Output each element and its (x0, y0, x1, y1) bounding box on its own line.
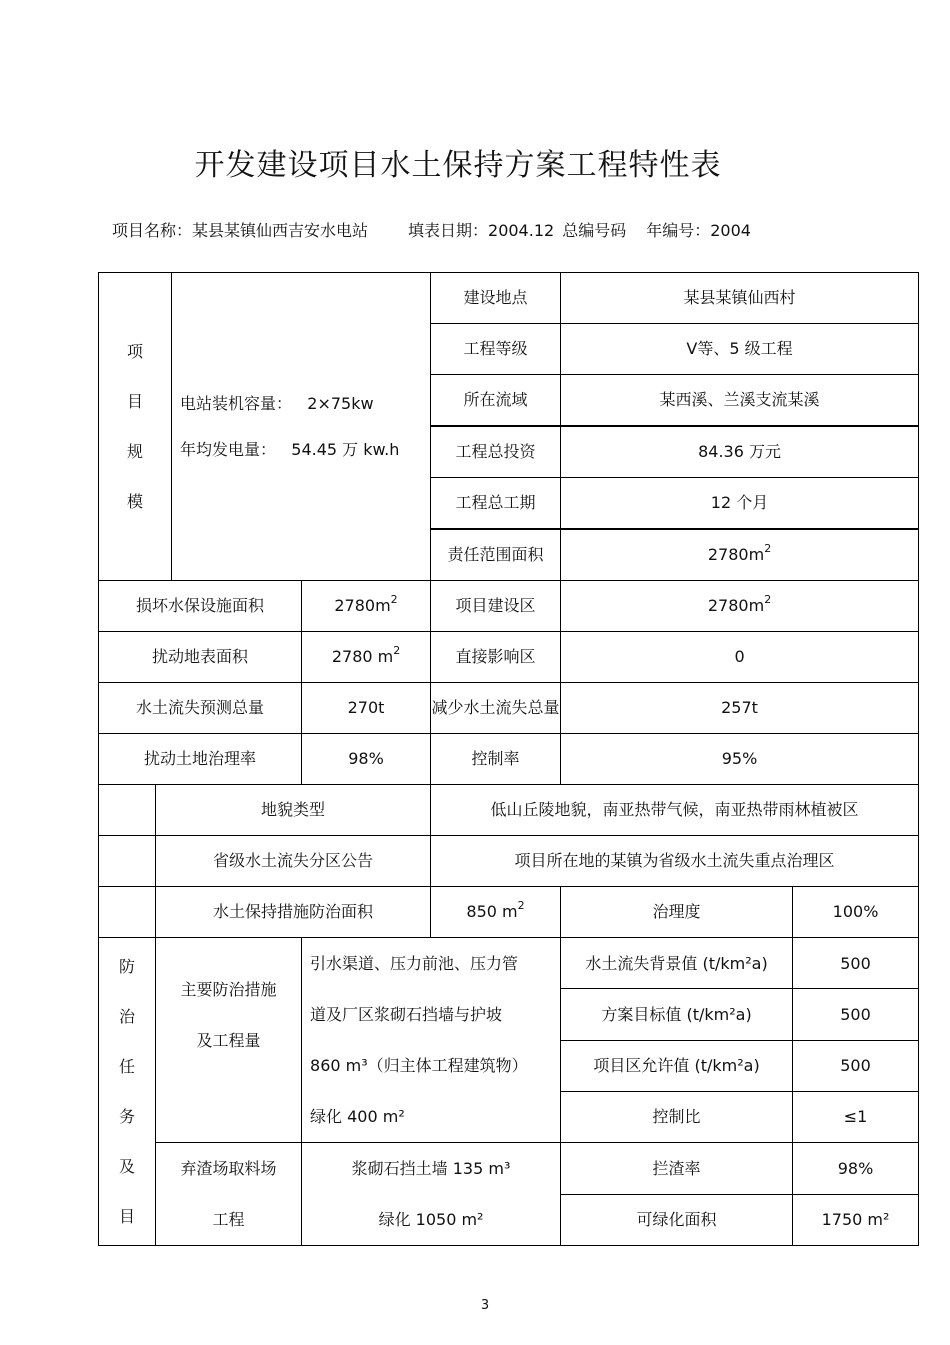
blank-cell (99, 887, 156, 938)
blank-cell (99, 836, 156, 887)
pair-label: 水土流失预测总量 (99, 683, 302, 734)
scale-label-area: 责任范围面积 (431, 529, 561, 581)
metric-label: 水土流失背景值 (t/km²a) (561, 938, 793, 989)
metric-label: 方案目标值 (t/km²a) (561, 989, 793, 1040)
metric-label: 项目区允许值 (t/km²a) (561, 1040, 793, 1091)
fill-date: 填表日期：2004.12 (408, 221, 555, 240)
pair-value: 257t (561, 683, 919, 734)
spoil-desc: 浆砌石挡土墙 135 m³ 绿化 1050 m² (302, 1143, 561, 1246)
scale-value-location: 某县某镇仙西村 (561, 273, 919, 324)
metric-value: 98% (793, 1143, 919, 1195)
blank-cell (99, 785, 156, 836)
scale-label-basin: 所在流域 (431, 375, 561, 427)
metric-label: 可绿化面积 (561, 1194, 793, 1246)
notice-value: 项目所在地的某镇为省级水土流失重点治理区 (431, 836, 919, 887)
pair-value: 270t (302, 683, 431, 734)
control-area-value: 850 $m^2$ (431, 887, 561, 938)
pair-value: 98% (302, 734, 431, 785)
scale-value-grade: Ⅴ等、5 级工程 (561, 324, 919, 375)
main-measures-label: 主要防治措施 及工程量 (156, 938, 302, 1143)
pair-value: 95% (561, 734, 919, 785)
pair-value: $2780m^2$ (302, 581, 431, 632)
pair-label: 损坏水保设施面积 (99, 581, 302, 632)
scale-summary (172, 273, 431, 581)
scale-section-label: 项 目 规 模 (99, 273, 172, 581)
pair-label: 直接影响区 (431, 632, 561, 683)
characteristics-table (98, 272, 919, 1246)
metric-value: 500 (793, 938, 919, 989)
pair-label: 扰动土地治理率 (99, 734, 302, 785)
metric-value: 1750 m² (793, 1194, 919, 1246)
pair-label: 扰动地表面积 (99, 632, 302, 683)
metric-label: 控制比 (561, 1091, 793, 1142)
landform-label: 地貌类型 (156, 785, 431, 836)
metric-value: 500 (793, 1040, 919, 1091)
scale-label-location: 建设地点 (431, 273, 561, 324)
notice-label: 省级水土流失分区公告 (156, 836, 431, 887)
metric-value: ≤1 (793, 1091, 919, 1142)
scale-value-basin: 某西溪、兰溪支流某溪 (561, 375, 919, 427)
degree-label: 治理度 (561, 887, 793, 938)
scale-value-area: $2780m^2$ (561, 529, 919, 581)
pair-label: 减少水土流失总量 (431, 683, 561, 734)
pair-value: 0 (561, 632, 919, 683)
scale-label-grade: 工程等级 (431, 324, 561, 375)
metric-value: 500 (793, 989, 919, 1040)
pair-value: $2780m^2$ (561, 581, 919, 632)
project-info-line (112, 218, 751, 241)
pair-value: 2780 $m^2$ (302, 632, 431, 683)
total-code: 总编号码 (562, 221, 627, 240)
page-title: 开发建设项目水土保持方案工程特性表 (194, 148, 722, 183)
control-area-label: 水土保持措施防治面积 (156, 887, 431, 938)
degree-value: 100% (793, 887, 919, 938)
project-name: 项目名称：某县某镇仙西吉安水电站 (112, 221, 369, 240)
pair-label: 控制率 (431, 734, 561, 785)
tasks-section-label: 防 治 任 务 及 目 (99, 938, 156, 1246)
scale-label-investment: 工程总投资 (431, 426, 561, 478)
landform-value: 低山丘陵地貌，南亚热带气候，南亚热带雨林植被区 (431, 785, 919, 836)
pair-label: 项目建设区 (431, 581, 561, 632)
main-measures-desc: 引水渠道、压力前池、压力管 道及厂区浆砌石挡墙与护坡 860 m³（归主体工程建筑物） 绿化 400 m² (302, 938, 561, 1143)
capacity-text: 电站装机容量： 2×75kw (180, 394, 374, 414)
scale-value-duration: 12 个月 (561, 478, 919, 530)
scale-value-investment: 84.36 万元 (561, 426, 919, 478)
metric-label: 拦渣率 (561, 1143, 793, 1195)
spoil-label: 弃渣场取料场 工程 (156, 1143, 302, 1246)
page-number: 3 (480, 1298, 490, 1313)
scale-label-duration: 工程总工期 (431, 478, 561, 530)
annual-output-text: 年均发电量： 54.45 万 kw.h (180, 439, 400, 459)
year-code: 年编号：2004 (646, 221, 751, 240)
